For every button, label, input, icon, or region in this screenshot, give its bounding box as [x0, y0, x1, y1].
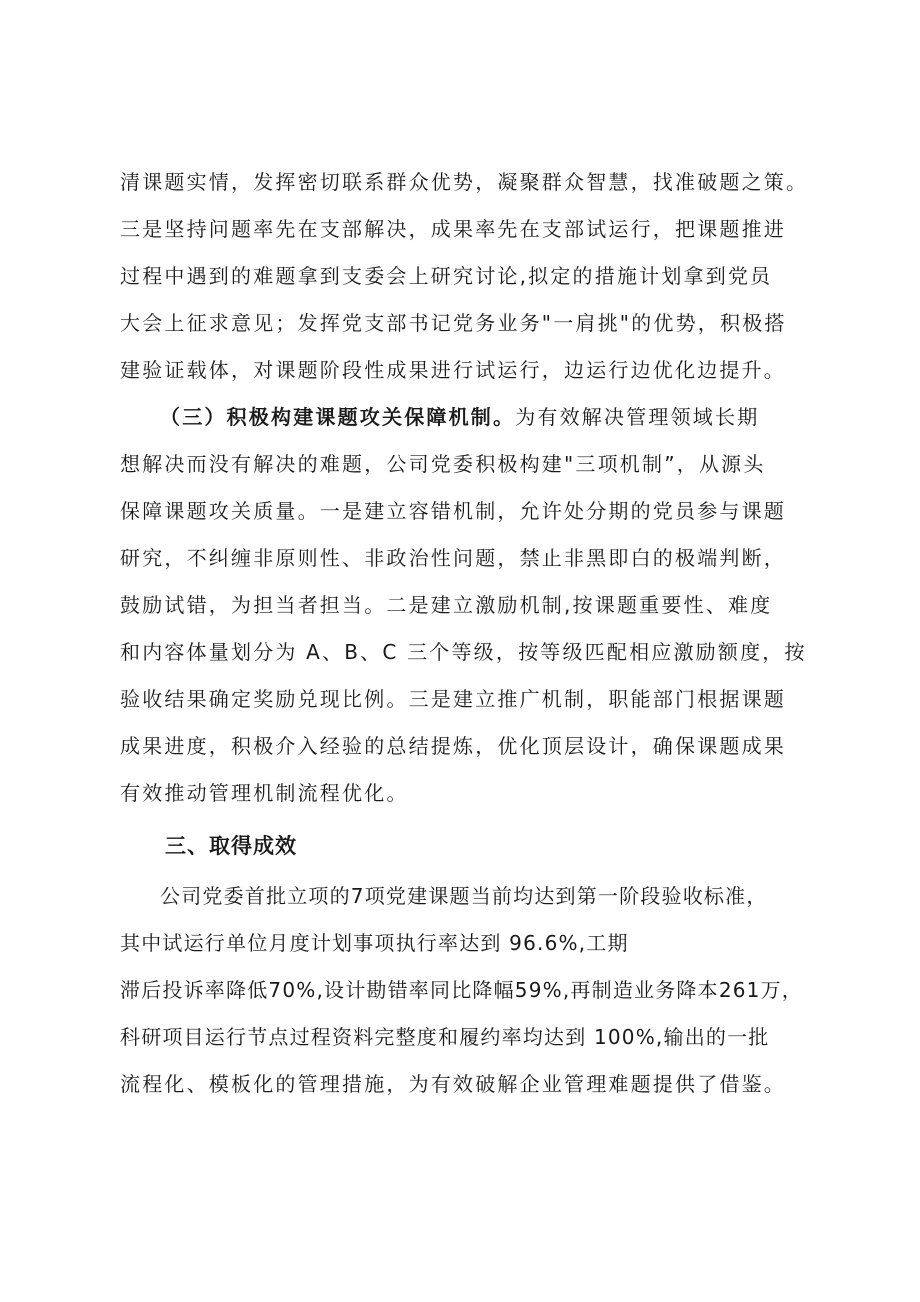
- section-heading: 三、取得成效: [165, 834, 297, 858]
- paragraph-line: 科研项目运行节点过程资料完整度和履约率均达到 100%,输出的一批: [120, 1025, 770, 1049]
- paragraph-line: 大会上征求意见；发挥党支部书记党务业务"一肩挑"的优势，积极搭: [120, 311, 787, 335]
- paragraph-line: 成果进度，积极介入经验的总结提炼，优化顶层设计，确保课题成果: [120, 734, 786, 758]
- subsection-first-line: [160, 403, 820, 431]
- paragraph-line: 流程化、模板化的管理措施，为有效破解企业管理难题提供了借鉴。: [120, 1072, 786, 1096]
- paragraph-line: 鼓励试错，为担当者担当。二是建立激励机制,按课题重要性、难度: [120, 593, 773, 617]
- paragraph-line: 研究，不纠缠非原则性、非政治性问题，禁止非黑即白的极端判断，: [120, 546, 786, 570]
- subsection-first-line-text: 为有效解决管理领域长期: [515, 405, 760, 429]
- paragraph-line: 滞后投诉率降低70%,设计勘错率同比降幅59%,再制造业务降本261万，: [120, 978, 803, 1002]
- paragraph-line: 验收结果确定奖励兑现比例。三是建立推广机制，职能部门根据课题: [120, 687, 786, 711]
- paragraph-line: 和内容体量划分为 A、B、C 三个等级，按等级匹配相应激励额度，按: [120, 640, 807, 664]
- paragraph-line: 建验证载体，对课题阶段性成果进行试运行，边运行边优化边提升。: [120, 358, 786, 382]
- paragraph-line: 其中试运行单位月度计划事项执行率达到 96.6%,工期: [120, 931, 629, 955]
- paragraph-line: 三是坚持问题率先在支部解决，成果率先在支部试运行，把课题推进: [120, 217, 786, 241]
- paragraph-line: 想解决而没有解决的难题，公司党委积极构建"三项机制”，从源头: [120, 452, 766, 476]
- paragraph-line: 有效推动管理机制流程优化。: [120, 781, 409, 805]
- paragraph-line: 过程中遇到的难题拿到支委会上研究讨论,拟定的措施计划拿到党员: [120, 264, 773, 288]
- subsection-title: （三）积极构建课题攻关保障机制。: [160, 405, 516, 429]
- paragraph-line: 保障课题攻关质量。一是建立容错机制，允许处分期的党员参与课题: [120, 499, 786, 523]
- paragraph-line: 公司党委首批立项的7项党建课题当前均达到第一阶段验收标准，: [160, 884, 768, 908]
- paragraph-line: 清课题实情，发挥密切联系群众优势，凝聚群众智慧，找准破题之策。: [120, 170, 809, 194]
